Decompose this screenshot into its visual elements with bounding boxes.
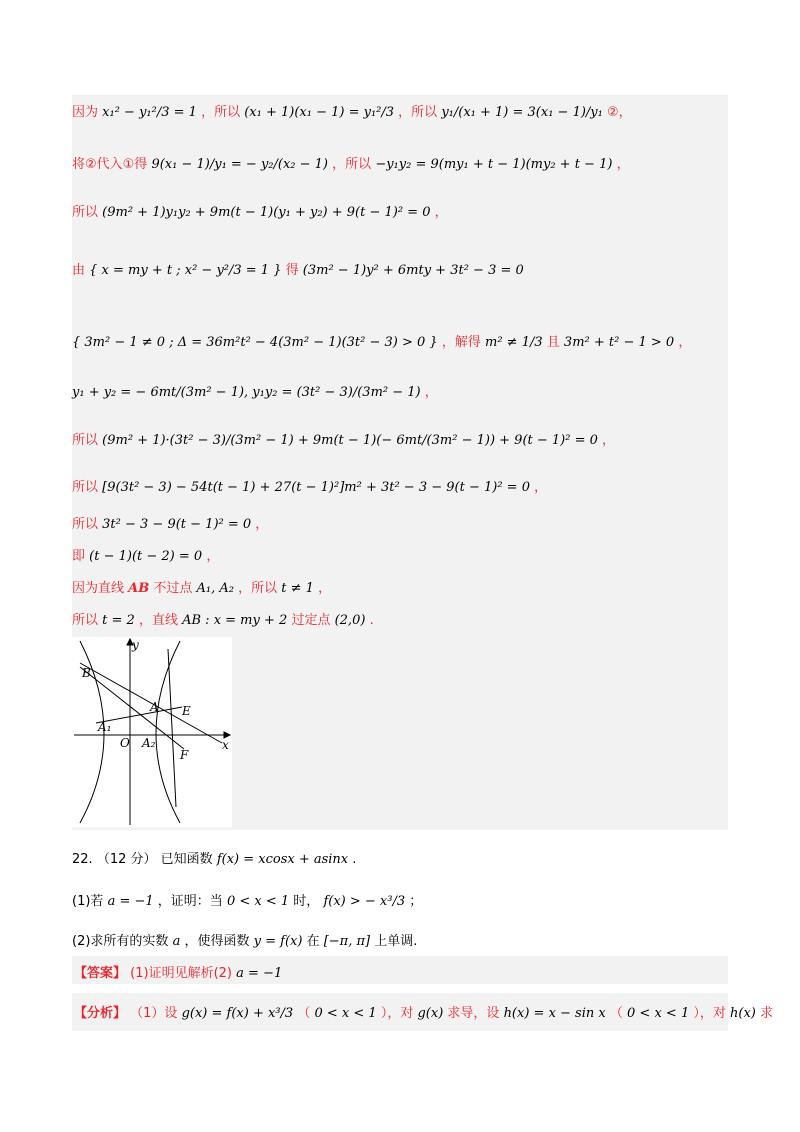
text: 且 <box>546 335 560 350</box>
text: 时， <box>293 894 320 909</box>
solution-line-10 <box>72 549 219 565</box>
text: ，所以 <box>332 157 372 172</box>
text: 由 <box>72 263 86 278</box>
equation: (2,0) <box>334 613 366 628</box>
solution-line-1 <box>72 105 632 121</box>
text: 因为直线 <box>72 581 125 596</box>
problem-score: （12 分） <box>96 852 157 867</box>
analysis-tag: 【分析】 <box>74 1006 127 1021</box>
answer-text: (1)证明见解析(2) <box>130 966 232 981</box>
solution-line-12 <box>72 613 374 629</box>
equation: A₁, A₂ <box>196 581 234 596</box>
equation: x₁² − y₁²/3 = 1 <box>102 105 197 120</box>
solution-line-6 <box>72 385 438 401</box>
equation: 9(x₁ − 1)/y₁ = − y₂/(x₂ − 1) <box>151 157 329 172</box>
solution-line-8 <box>72 480 547 496</box>
equation: 3t² − 3 − 9(t − 1)² = 0 <box>102 517 252 532</box>
answer-tag: 【答案】 <box>74 966 127 981</box>
equation: 0 < x < 1 <box>226 894 290 909</box>
equation: [9(3t² − 3) − 54t(t − 1) + 27(t − 1)²]m² + 3t² − 3 − 9(t − 1)² = 0 <box>102 480 530 495</box>
solution-line-2 <box>72 157 630 173</box>
text: ②， <box>607 105 632 120</box>
text: （1）设 <box>130 1006 178 1021</box>
text: . <box>352 852 357 867</box>
text: 将②代入①得 <box>72 157 148 172</box>
text: 已知函数 <box>160 852 213 867</box>
equation: f(x) > − x³/3 <box>323 894 406 909</box>
label-O: O <box>120 736 130 750</box>
text: (2)求所有的实数 <box>72 934 169 949</box>
text: 所以 <box>72 205 99 220</box>
equation: t = 2 <box>102 613 135 628</box>
analysis-band <box>72 993 774 1031</box>
solution-line-9 <box>72 517 268 533</box>
equation: g(x) <box>417 1006 444 1021</box>
text: 所以 <box>72 613 99 628</box>
text: ， <box>678 335 692 350</box>
text: 所以 <box>72 517 99 532</box>
text: ，所以 <box>201 105 241 120</box>
text: 求导，设 <box>447 1006 500 1021</box>
label-y: y <box>132 638 139 652</box>
vertical-line-EF <box>168 649 176 807</box>
equation: AB : x = my + 2 <box>182 613 288 628</box>
solution-block <box>72 95 728 830</box>
text: ，使得函数 <box>184 934 250 949</box>
equation: t ≠ 1 <box>281 581 314 596</box>
text: 即 <box>72 549 86 564</box>
equation: f(x) = xcosx + asinx <box>216 852 349 867</box>
equation: 3m² + t² − 1 > 0 <box>563 335 675 350</box>
text: ），对 <box>380 1006 414 1021</box>
answer-band <box>72 956 728 984</box>
hyperbola-diagram <box>72 637 232 827</box>
equation: m² ≠ 1/3 <box>485 335 543 350</box>
solution-line-3 <box>72 205 448 221</box>
equation: −y₁y₂ = 9(my₁ + t − 1)(my₂ + t − 1) <box>375 157 613 172</box>
text: 上单调. <box>374 934 418 949</box>
equation: 0 < x < 1 <box>627 1006 690 1021</box>
equation: y = f(x) <box>253 934 303 949</box>
text: 因为 <box>72 105 99 120</box>
equation: a = −1 <box>236 966 283 981</box>
solution-line-11 <box>72 581 331 597</box>
label-B: B <box>82 666 91 680</box>
equation: [−π, π] <box>323 934 371 949</box>
equation: y₁/(x₁ + 1) = 3(x₁ − 1)/y₁ <box>441 105 603 120</box>
text: ， <box>616 157 630 172</box>
text: （ <box>609 1006 623 1021</box>
text: ，证明：当 <box>157 894 223 909</box>
text: ，所以 <box>238 581 278 596</box>
equation: g(x) = f(x) + x³/3 <box>181 1006 294 1021</box>
equation: y₁ + y₂ = − 6mt/(3m² − 1), y₁y₂ = (3t² − 3)/(3m² − 1) <box>72 385 421 400</box>
text: ， <box>206 549 220 564</box>
equation: (t − 1)(t − 2) = 0 <box>89 549 203 564</box>
solution-line-4 <box>72 263 524 279</box>
equation: { 3m² − 1 ≠ 0 ; Δ = 36m²t² − 4(3m² − 1)(3t² − 3) > 0 } <box>72 335 438 350</box>
hyperbola-right-branch <box>156 641 180 823</box>
analysis-line <box>74 1002 773 1021</box>
problem-22-statement <box>72 848 356 867</box>
problem-number: 22. <box>72 852 93 867</box>
text: 求 <box>760 1006 774 1021</box>
answer-line <box>74 962 282 981</box>
text: 过定点 <box>291 613 331 628</box>
equation: a = −1 <box>107 894 154 909</box>
text: ， <box>424 385 438 400</box>
equation: 0 < x < 1 <box>314 1006 377 1021</box>
equation: a <box>172 934 181 949</box>
hyperbola-figure <box>72 637 232 827</box>
text: 不过点 <box>153 581 193 596</box>
text: . <box>369 613 374 628</box>
equation: { x = my + t ; x² − y²/3 = 1 } <box>89 263 282 278</box>
text: 得 <box>285 263 299 278</box>
label-A2: A₂ <box>142 736 156 750</box>
text: (1)若 <box>72 894 104 909</box>
equation: h(x) = x − sin x <box>503 1006 606 1021</box>
label-E: E <box>182 704 191 718</box>
text: ， <box>602 433 616 448</box>
text: ， <box>255 517 269 532</box>
equation: (9m² + 1)y₁y₂ + 9m(t − 1)(y₁ + y₂) + 9(t − 1)² = 0 <box>102 205 431 220</box>
label-x: x <box>222 738 229 752</box>
text: （ <box>297 1006 311 1021</box>
equation: h(x) <box>730 1006 756 1021</box>
text: ，直线 <box>138 613 178 628</box>
label-A1: A₁ <box>98 720 112 734</box>
problem-22-part-1 <box>72 890 422 909</box>
equation: AB <box>128 581 150 596</box>
text: 所以 <box>72 433 99 448</box>
equation: (3m² − 1)y² + 6mty + 3t² − 3 = 0 <box>302 263 524 278</box>
text: 在 <box>306 934 320 949</box>
text: 所以 <box>72 480 99 495</box>
text: ， <box>318 581 332 596</box>
solution-line-5 <box>72 335 691 351</box>
equation: (9m² + 1)·(3t² − 3)/(3m² − 1) + 9m(t − 1)(− 6mt/(3m² − 1)) + 9(t − 1)² = 0 <box>102 433 598 448</box>
line-B-F <box>80 667 184 749</box>
text: ； <box>409 894 423 909</box>
equation: (x₁ + 1)(x₁ − 1) = y₁²/3 <box>244 105 395 120</box>
label-F: F <box>180 748 189 762</box>
text: ， <box>434 205 448 220</box>
text: ，解得 <box>441 335 481 350</box>
text: ，所以 <box>398 105 438 120</box>
label-A: A <box>150 700 159 714</box>
text: ），对 <box>693 1006 726 1021</box>
problem-22-part-2 <box>72 930 417 949</box>
text: ， <box>534 480 548 495</box>
solution-line-7 <box>72 433 615 449</box>
